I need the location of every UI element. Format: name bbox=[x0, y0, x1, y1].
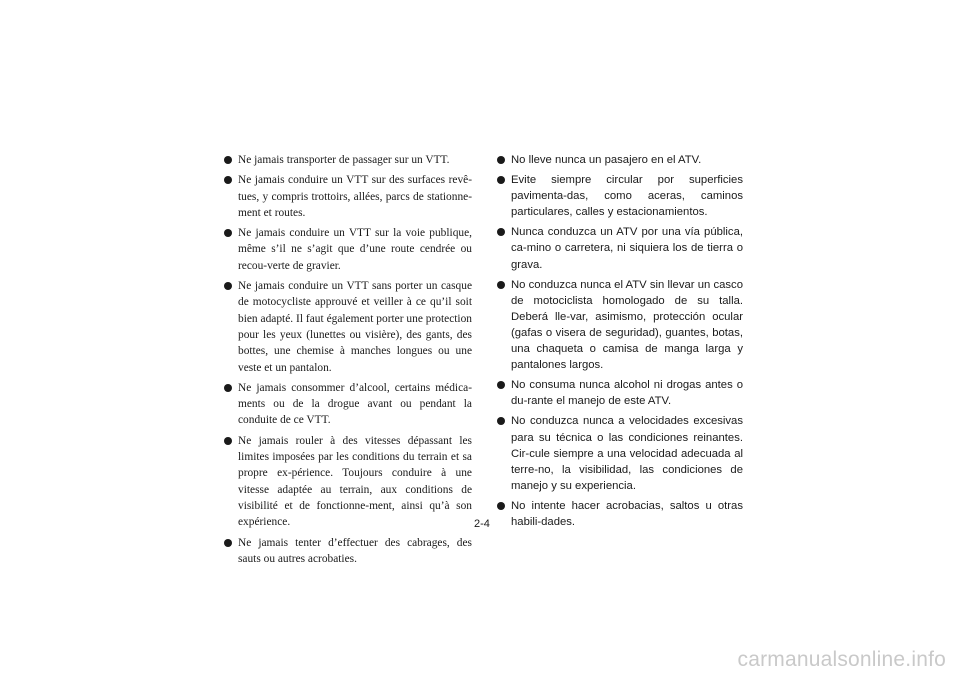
bullet-icon bbox=[224, 156, 232, 164]
list-item-text: No conduzca nunca a velocidades excesivas para su técnica o las condiciones reinantes. Cir-cule siempre a una velocidad adecuada al terre-no, la visibilidad, las condiciones de manejo y su experiencia. bbox=[511, 415, 743, 492]
list-item bbox=[224, 225, 472, 274]
bullet-icon bbox=[224, 384, 232, 392]
list-item bbox=[224, 172, 472, 221]
list-item-text: Ne jamais conduire un VTT sur des surfaces revê-tues, y compris trottoirs, allées, parcs de stationne-ment et routes. bbox=[238, 174, 472, 219]
list-item bbox=[497, 277, 743, 374]
list-item-text: Ne jamais conduire un VTT sur la voie publique, même s’il ne s’agit que d’une route cendrée ou recou-verte de gravier. bbox=[238, 227, 472, 272]
bullet-icon bbox=[224, 437, 232, 445]
french-warning-list bbox=[224, 152, 472, 571]
list-item bbox=[224, 535, 472, 568]
bullet-icon bbox=[224, 282, 232, 290]
list-item bbox=[497, 413, 743, 493]
page-number: 2-4 bbox=[474, 518, 490, 530]
list-item bbox=[497, 172, 743, 220]
bullet-icon bbox=[497, 417, 505, 425]
bullet-icon bbox=[497, 281, 505, 289]
bullet-icon bbox=[224, 176, 232, 184]
bullet-icon bbox=[497, 228, 505, 236]
list-item bbox=[497, 224, 743, 272]
bullet-icon bbox=[497, 156, 505, 164]
list-item-text: No intente hacer acrobacias, saltos u otras habili-dades. bbox=[511, 499, 743, 528]
list-item-text: Ne jamais consommer d’alcool, certains médica-ments ou de la drogue avant ou pendant la conduite de ce VTT. bbox=[238, 381, 472, 427]
list-item-text: Ne jamais rouler à des vitesses dépassant les limites imposées par les conditions du terrain et sa propre ex-périence. Toujours conduire à une vitesse adaptée au terrain, aux conditions de visibilité et de fonctionne-ment, ainsi qu’à son expérience. bbox=[238, 434, 472, 529]
list-item-text: Nunca conduzca un ATV por una vía pública, ca-mino o carretera, ni siquiera los de tierra o grava. bbox=[511, 226, 743, 271]
list-item bbox=[224, 380, 472, 429]
list-item-text: No consuma nunca alcohol ni drogas antes o du-rante el manejo de este ATV. bbox=[511, 379, 743, 408]
list-item-text: Evite siempre circular por superficies pavimenta-das, como aceras, caminos particulares, calles y estacionamientos. bbox=[511, 174, 743, 219]
list-item-text: No conduzca nunca el ATV sin llevar un casco de motociclista homologado de su talla. Deberá lle-var, asimismo, protección ocular (gafas o visera de seguridad), guantes, botas, una chaqueta o camisa de manga larga y pantalones largos. bbox=[511, 278, 743, 372]
list-item-text: Ne jamais conduire un VTT sans porter un casque de motocycliste approuvé et veiller à ce qu’il soit bien adapté. Il faut également porter une protection pour les yeux (lunettes ou visière), des gants, des bottes, une chemise à manches longues ou une veste et un pantalon. bbox=[238, 280, 472, 374]
bullet-icon bbox=[497, 381, 505, 389]
list-item bbox=[224, 278, 472, 376]
list-item-text: Ne jamais transporter de passager sur un VTT. bbox=[238, 154, 450, 166]
list-item bbox=[224, 152, 472, 168]
list-item-text: No lleve nunca un pasajero en el ATV. bbox=[511, 154, 702, 166]
list-item bbox=[224, 433, 472, 531]
watermark: carmanualsonline.info bbox=[737, 648, 946, 671]
spanish-warning-list bbox=[497, 152, 743, 534]
bullet-icon bbox=[497, 502, 505, 510]
list-item bbox=[497, 498, 743, 530]
bullet-icon bbox=[224, 229, 232, 237]
bullet-icon bbox=[224, 539, 232, 547]
list-item bbox=[497, 377, 743, 409]
bullet-icon bbox=[497, 176, 505, 184]
list-item bbox=[497, 152, 743, 168]
list-item-text: Ne jamais tenter d’effectuer des cabrages, des sauts ou autres acrobaties. bbox=[238, 536, 472, 565]
